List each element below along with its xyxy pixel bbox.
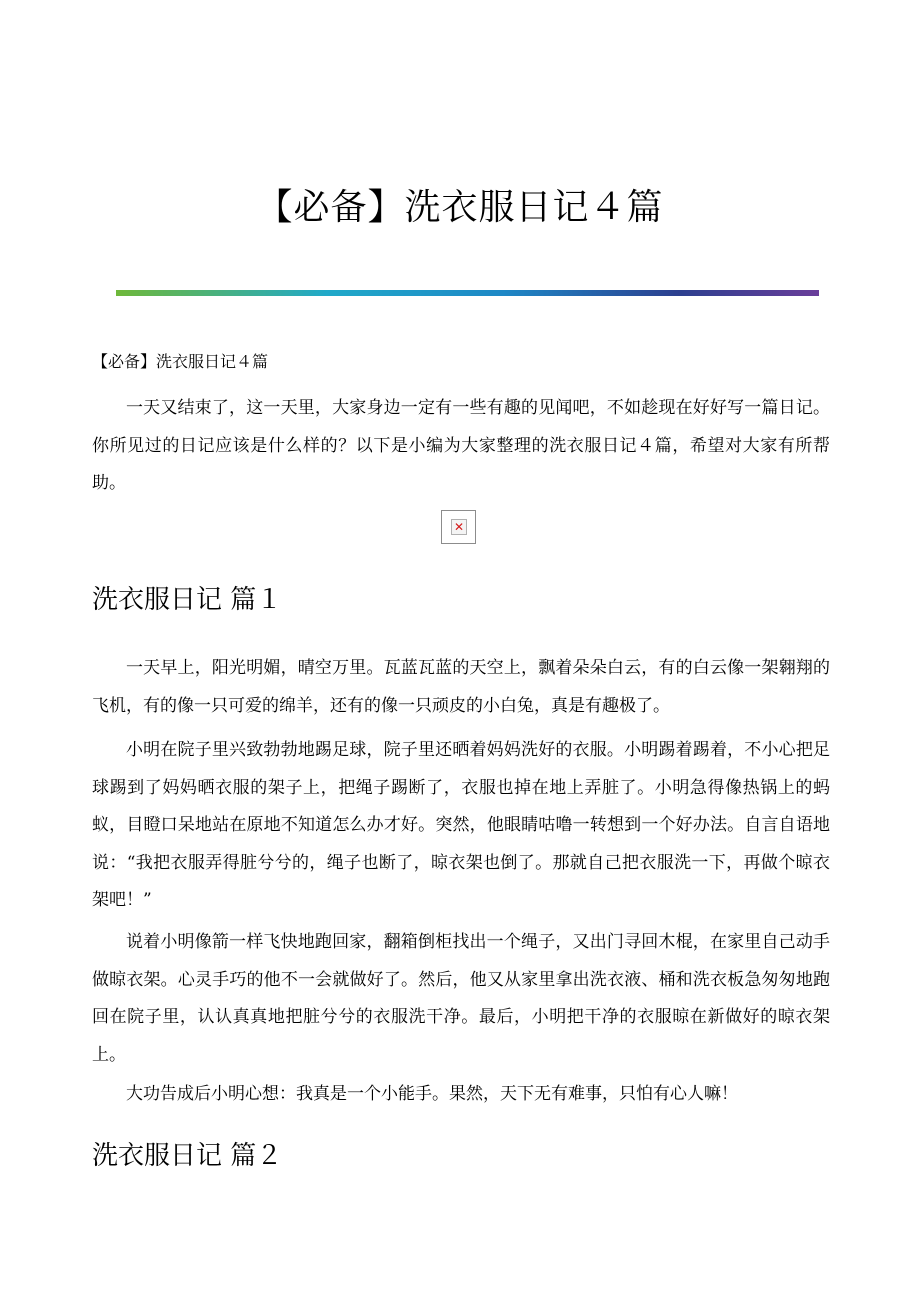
document-title: 【必备】洗衣服日记４篇 [256, 187, 664, 228]
broken-image-x-icon: ✕ [453, 520, 465, 534]
document-subtitle: 【必备】洗衣服日记４篇 [92, 352, 269, 371]
broken-image-icon [441, 510, 476, 544]
section-heading-2: 洗衣服日记 篇２ [92, 1141, 283, 1171]
section-1-paragraph-2: 小明在院子里兴致勃勃地踢足球，院子里还晒着妈妈洗好的衣服。小明踢着踢着，不小心把足球踢到了妈妈晒衣服的架子上，把绳子踢断了，衣服也掉在地上弄脏了。小明急得像热锅上的蚂蚁，目瞪口呆地站在原地不知道怎么办才好。突然，他眼睛咕噜一转想到一个好办法。自言自语地说：“我把衣服弄得脏兮兮的，绳子也断了，晾衣架也倒了。那就自己把衣服洗一下，再做个晾衣架吧！” [92, 740, 830, 910]
intro-paragraph: 一天又结束了，这一天里，大家身边一定有一些有趣的见闻吧，不如趁现在好好写一篇日记。你所见过的日记应该是什么样的？以下是小编为大家整理的洗衣服日记４篇，希望对大家有所帮助。 [92, 398, 830, 493]
section-1-paragraph-4: 大功告成后小明心想：我真是一个小能手。果然，天下无有难事，只怕有心人嘛！ [126, 1084, 738, 1104]
section-heading-1: 洗衣服日记 篇１ [92, 585, 283, 615]
image-frame [451, 519, 467, 535]
section-1-paragraph-1: 一天早上，阳光明媚，晴空万里。瓦蓝瓦蓝的天空上，飘着朵朵白云，有的白云像一架翱翔的飞机，有的像一只可爱的绵羊，还有的像一只顽皮的小白兔，真是有趣极了。 [92, 658, 830, 716]
title-divider [116, 290, 819, 296]
section-1-paragraph-3: 说着小明像箭一样飞快地跑回家，翻箱倒柜找出一个绳子，又出门寻回木棍，在家里自己动手做晾衣架。心灵手巧的他不一会就做好了。然后，他又从家里拿出洗衣液、桶和洗衣板急匆匆地跑回在院子里，认认真真地把脏兮兮的衣服洗干净。最后，小明把干净的衣服晾在新做好的晾衣架上。 [92, 932, 830, 1065]
